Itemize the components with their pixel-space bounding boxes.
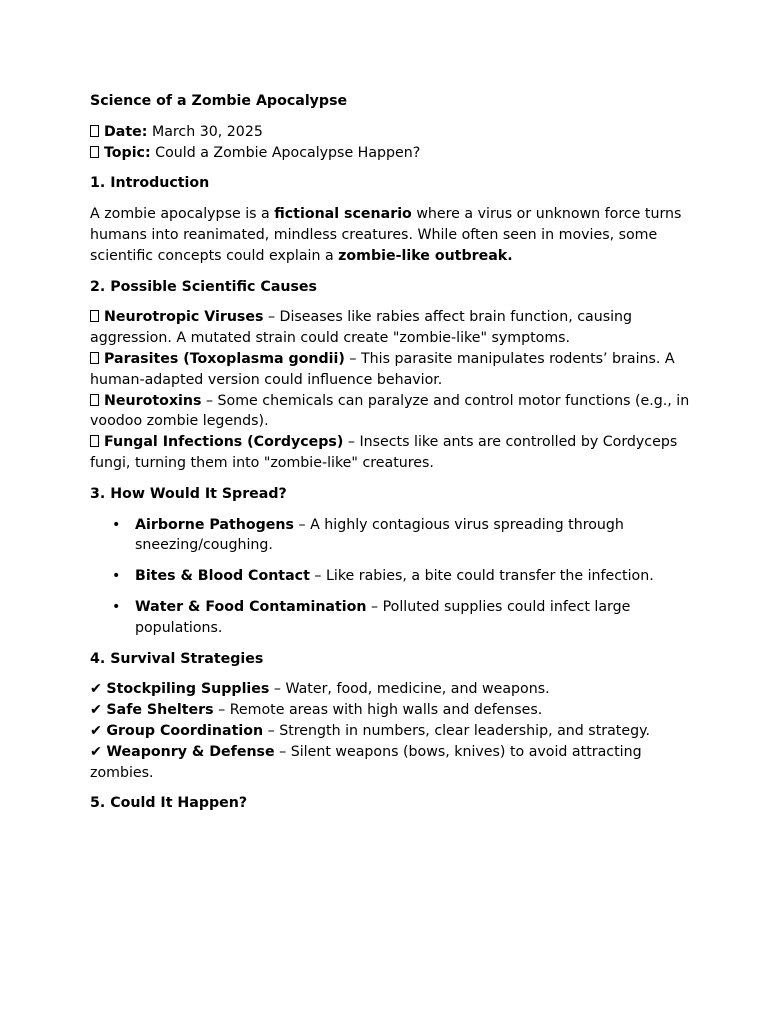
cause-item [90,391,690,433]
intro-text-2: where a virus or unknown force turns humans into reanimated, mindless creatures. While often seen in movies, some scientific concepts could explain a [90,206,682,264]
spread-desc: – Like rabies, a bite could transfer the infection. [309,568,654,585]
section-heading-spread: 3. How Would It Spread? [90,485,287,502]
causes-list [90,307,690,473]
fungus-icon [90,435,99,447]
document-content [90,91,690,824]
cause-desc: – This parasite manipulates rodents’ brains. A human-adapted version could influence behavior. [90,350,675,388]
bullet-icon: • [112,568,121,585]
spread-list [90,515,690,639]
parasite-icon [90,352,99,364]
date-value: March 30, 2025 [151,123,263,140]
strategy-name: Safe Shelters [106,702,214,719]
cause-desc: – Some chemicals can paralyze and control motor functions (e.g., in voodoo zombie legends). [90,392,690,430]
cause-name: Fungal Infections (Cordyceps) [104,434,344,451]
strategy-item [90,679,690,700]
strategy-desc: – Strength in numbers, clear leadership, and strategy. [263,722,650,739]
cause-item [90,432,690,474]
cause-item [90,349,690,391]
section-heading-introduction: 1. Introduction [90,175,210,192]
date-line [90,122,690,143]
introduction-paragraph [90,204,690,266]
topic-value: Could a Zombie Apocalypse Happen? [155,144,421,161]
list-item [90,597,690,639]
cause-desc: – Insects like ants are controlled by Cordyceps fungi, turning them into "zombie-like" creatures. [90,434,678,471]
intro-bold-2: zombie-like outbreak. [338,247,513,264]
intro-text-1: A zombie apocalypse is a [90,206,275,223]
strategy-desc: – Remote areas with high walls and defenses. [213,702,543,719]
virus-icon [90,310,99,322]
toxin-icon [90,394,99,406]
spread-desc: – A highly contagious virus spreading through sneezing/coughing. [135,516,624,554]
survival-list [90,679,690,783]
check-icon: ✔ [90,722,102,739]
cause-desc: – Diseases like rabies affect brain function, causing aggression. A mutated strain could create "zombie-like" symptoms. [90,309,633,347]
topic-label: Topic: [104,144,151,161]
strategy-item [90,742,690,784]
cause-name: Neurotropic Viruses [104,309,264,326]
spread-name: Bites & Blood Contact [135,568,310,585]
document-title: Science of a Zombie Apocalypse [90,93,348,109]
section-heading-causes: 2. Possible Scientific Causes [90,278,317,295]
list-item [90,566,690,587]
calendar-icon [90,125,99,137]
strategy-desc: – Silent weapons (bows, knives) to avoid attracting zombies. [90,743,642,781]
bullet-icon: • [112,516,121,533]
date-label: Date: [104,123,148,140]
strategy-name: Stockpiling Supplies [106,681,270,698]
check-icon: ✔ [90,702,102,719]
spread-desc: – Polluted supplies could infect large populations. [135,598,631,636]
cause-name: Parasites (Toxoplasma gondii) [104,350,345,367]
check-icon: ✔ [90,743,102,760]
bullet-icon: • [112,598,121,615]
cause-name: Neurotoxins [104,392,202,409]
strategy-desc: – Water, food, medicine, and weapons. [269,681,550,698]
section-heading-could-happen: 5. Could It Happen? [90,795,248,812]
intro-bold-1: fictional scenario [274,206,412,223]
check-icon: ✔ [90,681,102,698]
topic-line [90,143,690,164]
cause-item [90,307,690,349]
strategy-item [90,700,690,721]
meta-block [90,122,690,164]
spread-name: Water & Food Contamination [135,598,367,615]
strategy-name: Weaponry & Defense [106,743,275,760]
spread-name: Airborne Pathogens [135,516,294,533]
list-item [90,515,690,557]
topic-icon [90,146,99,158]
strategy-item [90,721,690,742]
strategy-name: Group Coordination [106,722,264,739]
section-heading-survival: 4. Survival Strategies [90,650,264,667]
